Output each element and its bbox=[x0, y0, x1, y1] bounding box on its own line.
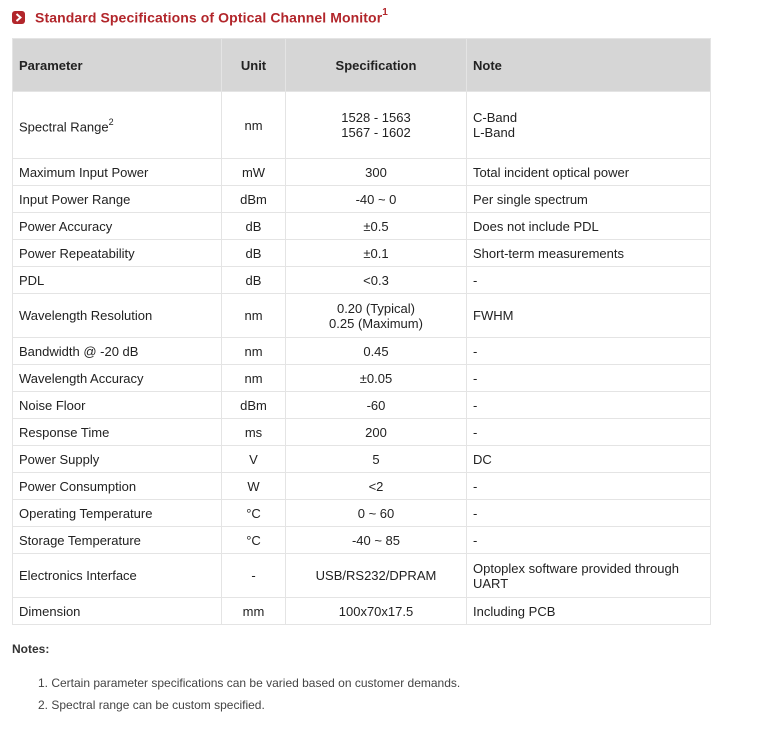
cell-note: Total incident optical power bbox=[467, 159, 711, 186]
table-row bbox=[13, 338, 711, 365]
table-row bbox=[13, 213, 711, 240]
cell-specification: 5 bbox=[286, 446, 467, 473]
note-item: 1. Certain parameter specifications can be varied based on customer demands. bbox=[38, 676, 461, 690]
cell-specification: 300 bbox=[286, 159, 467, 186]
table-row bbox=[13, 419, 711, 446]
cell-specification: -40 ~ 85 bbox=[286, 527, 467, 554]
table-body bbox=[13, 92, 711, 625]
section-title: Standard Specifications of Optical Channel Monitor$^1$ bbox=[35, 6, 388, 26]
cell-note: - bbox=[467, 527, 711, 554]
table-row bbox=[13, 365, 711, 392]
cell-parameter: Power Accuracy bbox=[13, 213, 222, 240]
cell-note: Short-term measurements bbox=[467, 240, 711, 267]
cell-specification: <2 bbox=[286, 473, 467, 500]
cell-specification: USB/RS232/DPRAM bbox=[286, 554, 467, 598]
specifications-table bbox=[12, 38, 711, 625]
cell-note: C-Band L-Band bbox=[467, 92, 711, 159]
table-row bbox=[13, 186, 711, 213]
cell-unit: nm bbox=[222, 92, 286, 159]
cell-unit: mW bbox=[222, 159, 286, 186]
cell-specification: 200 bbox=[286, 419, 467, 446]
table-row bbox=[13, 473, 711, 500]
cell-specification: -40 ~ 0 bbox=[286, 186, 467, 213]
table-row bbox=[13, 92, 711, 159]
footnote-marker: 2 bbox=[108, 116, 114, 127]
cell-unit: dBm bbox=[222, 392, 286, 419]
chevron-right-icon bbox=[12, 11, 25, 24]
cell-note: - bbox=[467, 419, 711, 446]
cell-unit: °C bbox=[222, 527, 286, 554]
cell-note: - bbox=[467, 267, 711, 294]
cell-specification: 0.20 (Typical) 0.25 (Maximum) bbox=[286, 294, 467, 338]
cell-unit: dBm bbox=[222, 186, 286, 213]
header-parameter: Parameter bbox=[13, 39, 222, 92]
cell-unit: dB bbox=[222, 213, 286, 240]
cell-parameter: Power Supply bbox=[13, 446, 222, 473]
cell-parameter: Electronics Interface bbox=[13, 554, 222, 598]
table-header-row bbox=[13, 39, 711, 92]
cell-parameter: Dimension bbox=[13, 598, 222, 625]
table-row bbox=[13, 527, 711, 554]
table-row bbox=[13, 598, 711, 625]
cell-parameter: Bandwidth @ -20 dB bbox=[13, 338, 222, 365]
cell-unit: mm bbox=[222, 598, 286, 625]
cell-note: Does not include PDL bbox=[467, 213, 711, 240]
cell-unit: nm bbox=[222, 338, 286, 365]
cell-unit: nm bbox=[222, 365, 286, 392]
cell-parameter: Spectral Range$^2$ bbox=[13, 92, 222, 159]
notes-list bbox=[38, 676, 460, 720]
cell-parameter: Wavelength Resolution bbox=[13, 294, 222, 338]
cell-specification: 1528 - 1563 1567 - 1602 bbox=[286, 92, 467, 159]
header-specification: Specification bbox=[286, 39, 467, 92]
table-row bbox=[13, 240, 711, 267]
cell-note: Optoplex software provided through UART bbox=[467, 554, 711, 598]
cell-parameter: Maximum Input Power bbox=[13, 159, 222, 186]
cell-note: - bbox=[467, 473, 711, 500]
table-row bbox=[13, 159, 711, 186]
cell-unit: ms bbox=[222, 419, 286, 446]
cell-unit: dB bbox=[222, 267, 286, 294]
title-footnote: 1 bbox=[382, 6, 388, 18]
cell-note: FWHM bbox=[467, 294, 711, 338]
cell-specification: ±0.5 bbox=[286, 213, 467, 240]
cell-specification: 0 ~ 60 bbox=[286, 500, 467, 527]
cell-unit: °C bbox=[222, 500, 286, 527]
cell-parameter: Power Repeatability bbox=[13, 240, 222, 267]
cell-unit: W bbox=[222, 473, 286, 500]
table-row bbox=[13, 446, 711, 473]
cell-parameter: Noise Floor bbox=[13, 392, 222, 419]
cell-parameter: Power Consumption bbox=[13, 473, 222, 500]
table-row bbox=[13, 294, 711, 338]
cell-note: - bbox=[467, 338, 711, 365]
cell-note: - bbox=[467, 500, 711, 527]
notes-title: Notes: bbox=[12, 642, 50, 656]
cell-note: DC bbox=[467, 446, 711, 473]
cell-parameter: PDL bbox=[13, 267, 222, 294]
header-unit: Unit bbox=[222, 39, 286, 92]
cell-unit: V bbox=[222, 446, 286, 473]
cell-parameter: Response Time bbox=[13, 419, 222, 446]
cell-unit: nm bbox=[222, 294, 286, 338]
table-row bbox=[13, 554, 711, 598]
cell-parameter: Wavelength Accuracy bbox=[13, 365, 222, 392]
cell-specification: ±0.1 bbox=[286, 240, 467, 267]
cell-specification: ±0.05 bbox=[286, 365, 467, 392]
header-note: Note bbox=[467, 39, 711, 92]
cell-note: - bbox=[467, 365, 711, 392]
table-row bbox=[13, 267, 711, 294]
section-heading bbox=[12, 6, 388, 28]
note-item: 2. Spectral range can be custom specified. bbox=[38, 698, 265, 712]
cell-unit: dB bbox=[222, 240, 286, 267]
cell-parameter: Storage Temperature bbox=[13, 527, 222, 554]
cell-unit: - bbox=[222, 554, 286, 598]
cell-note: Including PCB bbox=[467, 598, 711, 625]
cell-specification: <0.3 bbox=[286, 267, 467, 294]
cell-specification: -60 bbox=[286, 392, 467, 419]
cell-note: - bbox=[467, 392, 711, 419]
cell-note: Per single spectrum bbox=[467, 186, 711, 213]
cell-specification: 0.45 bbox=[286, 338, 467, 365]
table-row bbox=[13, 500, 711, 527]
cell-parameter: Input Power Range bbox=[13, 186, 222, 213]
cell-specification: 100x70x17.5 bbox=[286, 598, 467, 625]
cell-parameter: Operating Temperature bbox=[13, 500, 222, 527]
table-row bbox=[13, 392, 711, 419]
